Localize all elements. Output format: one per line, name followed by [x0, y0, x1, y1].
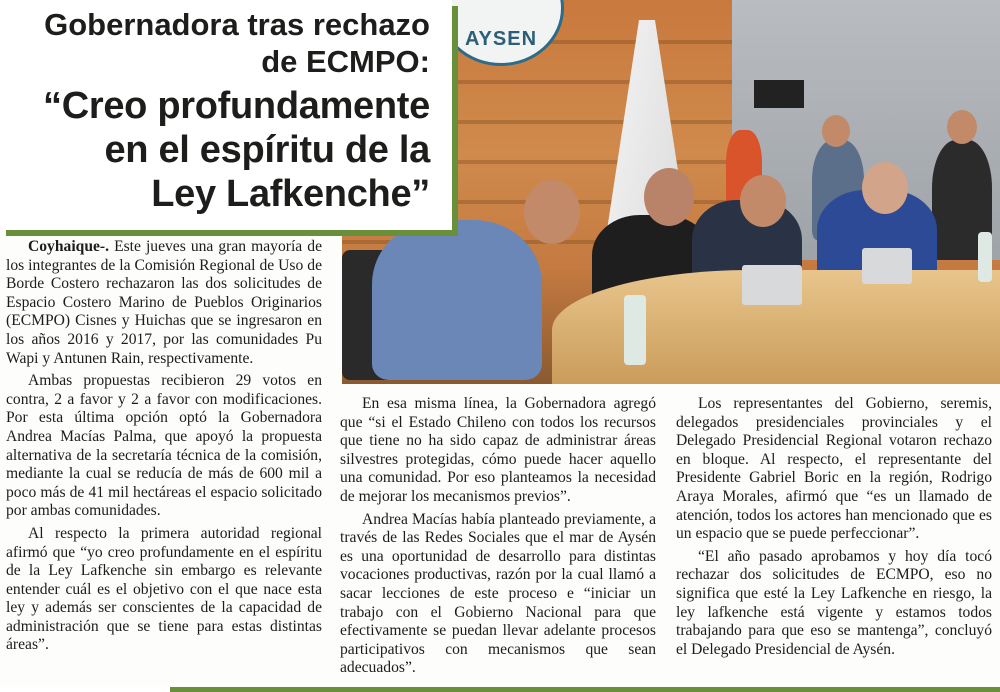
headline-title-line: en el espíritu de la [104, 129, 430, 171]
article-paragraph: Los representantes del Gobierno, seremis, delegados presidenciales provinciales y el Delegado Presidencial Regional votaron rechazo en bloque. Al respecto, el representante del Presidente Gabriel Boric en la región, Rodrigo Araya Morales, afirmó que “es un llamado de atención, todos los actores han mencionado que es un espacio que se puede perfeccionar”. [676, 395, 992, 543]
paragraph-text: Este jueves una gran mayoría de los integrantes de la Comisión Regional de Uso de Borde Costero rechazaron las dos solicitudes de Espacio Costero Marino de Pueblos Originarios (ECMPO) Cisnes y Huichas que se ingresaron en los años 2016 y 2017, por las comunidades Pu Wapi y Antunen Rain, respectivamente. [6, 238, 322, 367]
person-head [524, 180, 580, 244]
headline-kicker-line: de ECMPO: [261, 44, 430, 79]
article-column-1 [6, 238, 322, 659]
water-bottle [978, 232, 992, 282]
article-paragraph [6, 238, 322, 368]
person-head [947, 110, 977, 144]
laptop [742, 265, 802, 305]
article-column-3 [676, 395, 992, 663]
person [372, 220, 542, 380]
region-logo [438, 0, 564, 66]
water-bottle [624, 295, 646, 365]
laptop [862, 248, 912, 284]
headline-title [0, 84, 430, 216]
person-head [644, 168, 694, 226]
person-head [740, 175, 786, 227]
page-bottom-rule [0, 687, 1000, 692]
video-camera [754, 80, 804, 108]
headline-title-line: “Creo profundamente [43, 85, 430, 127]
article-paragraph: En esa misma línea, la Gobernadora agregó que “si el Estado Chileno con todos los recursos que tiene no ha sido capaz de administrar áreas silvestres protegidas, cómo puede hacer aquello una comunidad. Por eso planteamos la necesidad de mejorar los mecanismos previos”. [340, 395, 656, 505]
dateline: Coyhaique-. [28, 238, 110, 255]
article-paragraph: Ambas propuestas recibieron 29 votos en contra, 2 a favor y 2 a favor con modificaciones. Por esta última opción optó la Gobernadora Andrea Macías Palma, que apoyó la propuesta alternativa de la secretaría técnica de la comisión, mediante la cual se reducía de más de 600 mil a poco más de 41 mil hectáreas el espacio solicitado por ambas comunidades. [6, 372, 322, 520]
headline-kicker [10, 6, 430, 80]
article-paragraph: Al respecto la primera autoridad regional afirmó que “yo creo profundamente en el espíritu de la Ley Lafkenche sin embargo es relevante entender cuál es el objetivo con el que nace esta ley y además ser conscientes de la capacidad de administración que se tiene para estas distintas áreas”. [6, 524, 322, 654]
headline-title-line: Ley Lafkenche” [151, 173, 430, 215]
article-paragraph: “El año pasado aprobamos y hoy día tocó rechazar dos solicitudes de ECMPO, eso no significa que esté la Ley Lafkenche en riesgo, la ley lafkenche está vigente y estamos todos trabajando para que eso se mantenga”, concluyó el Delegado Presidencial de Aysén. [676, 547, 992, 658]
person-head [822, 115, 850, 147]
headline-box [0, 0, 452, 230]
article-column-2 [340, 395, 656, 682]
article-paragraph: Andrea Macías había planteado previamente, a través de las Redes Sociales que el mar de Aysén es una oportunidad de desarrollo para distintas vocaciones productivas, razón por la cual llamó a sacar lecciones de este proceso e “iniciar un trabajo con el Gobierno Nacional para que efectivamente se puedan llevar adelante procesos participativos con mecanismos que sean adecuados”. [340, 510, 656, 677]
headline-kicker-line: Gobernadora tras rechazo [44, 7, 430, 42]
region-logo-text: AYSEN [464, 28, 538, 50]
person-head [862, 162, 908, 214]
